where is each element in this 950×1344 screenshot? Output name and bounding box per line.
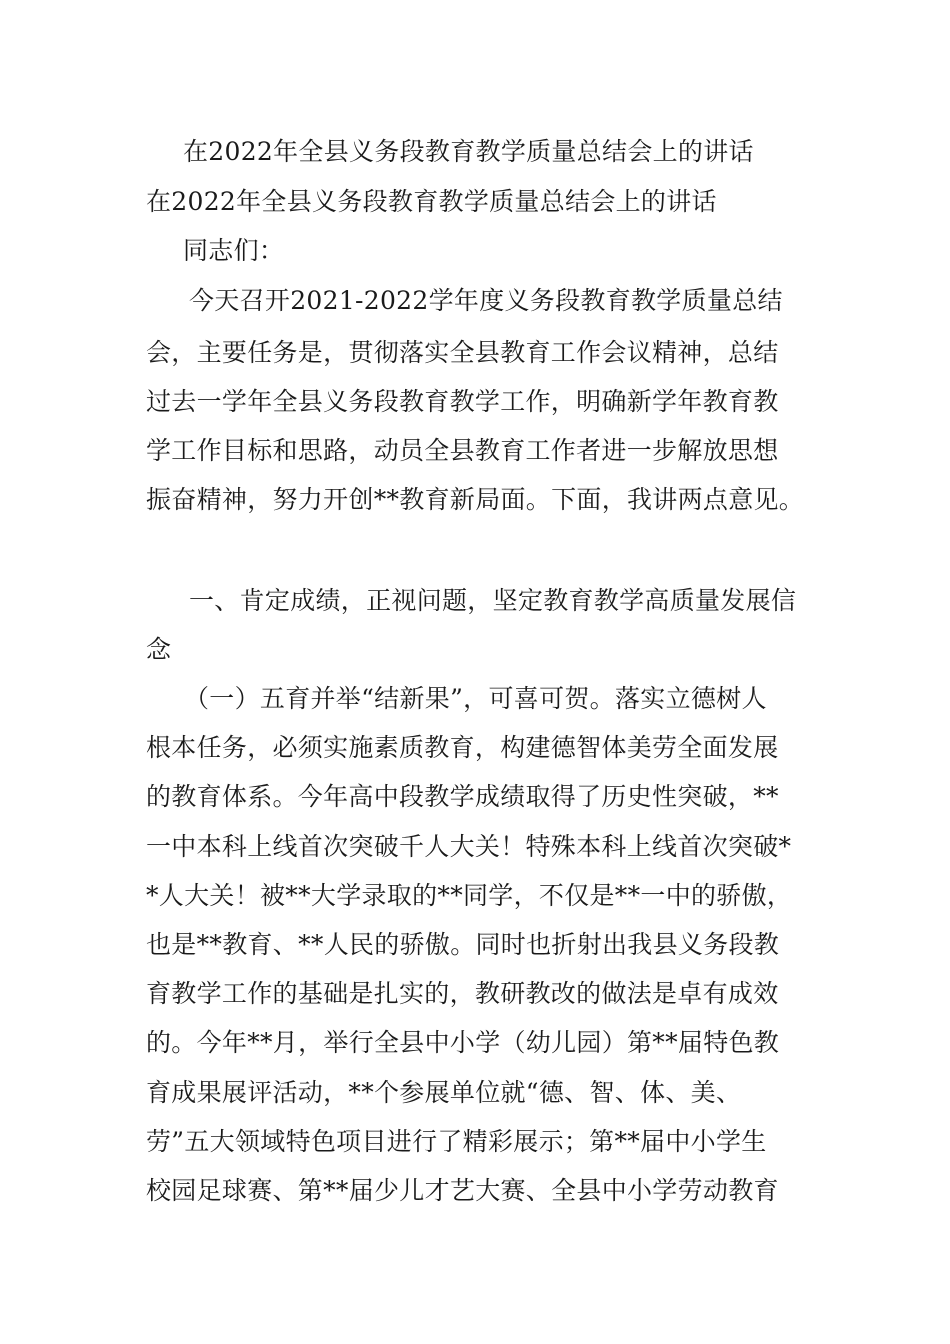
paragraph-1-line: 过去一学年全县义务段教育教学工作，明确新学年教育教 bbox=[146, 387, 779, 416]
paragraph-1-line: 今天召开2021-2022学年度义务段教育教学质量总结 bbox=[189, 286, 783, 315]
subsection-line: 育教学工作的基础是扎实的，教研教改的做法是卓有成效 bbox=[146, 979, 779, 1008]
paragraph-1-line: 振奋精神，努力开创**教育新局面。下面，我讲两点意见。 bbox=[146, 485, 805, 514]
paragraph-1-line: 会，主要任务是，贯彻落实全县教育工作会议精神，总结 bbox=[146, 338, 779, 367]
subsection-line: 校园足球赛、第**届少儿才艺大赛、全县中小学劳动教育 bbox=[146, 1176, 779, 1205]
subsection-line: （一）五育并举“结新果”，可喜可贺。落实立德树人 bbox=[184, 684, 767, 713]
subsection-line: 一中本科上线首次突破千人大关！特殊本科上线首次突破* bbox=[146, 832, 792, 861]
subsection-line: 育成果展评活动，**个参展单位就“德、智、体、美、 bbox=[146, 1078, 742, 1107]
section-heading-line: 一、肯定成绩，正视问题，坚定教育教学高质量发展信 bbox=[189, 586, 797, 615]
title-line-1: 在2022年全县义务段教育教学质量总结会上的讲话 bbox=[183, 137, 754, 166]
subsection-line: 根本任务，必须实施素质教育，构建德智体美劳全面发展 bbox=[146, 733, 779, 762]
subsection-line: 的。今年**月，举行全县中小学（幼儿园）第**届特色教 bbox=[146, 1028, 780, 1057]
subsection-line: 劳”五大领域特色项目进行了精彩展示；第**届中小学生 bbox=[146, 1127, 767, 1156]
section-heading-line: 念 bbox=[146, 635, 172, 664]
subsection-line: 的教育体系。今年高中段教学成绩取得了历史性突破，** bbox=[146, 782, 779, 811]
subsection-line: 也是**教育、**人民的骄傲。同时也折射出我县义务段教 bbox=[146, 930, 780, 959]
title-line-2: 在2022年全县义务段教育教学质量总结会上的讲话 bbox=[146, 187, 717, 216]
paragraph-1-line: 学工作目标和思路，动员全县教育工作者进一步解放思想 bbox=[146, 436, 779, 465]
subsection-line: *人大关！被**大学录取的**同学，不仅是**一中的骄傲， bbox=[146, 881, 793, 910]
salutation: 同志们： bbox=[183, 236, 285, 265]
